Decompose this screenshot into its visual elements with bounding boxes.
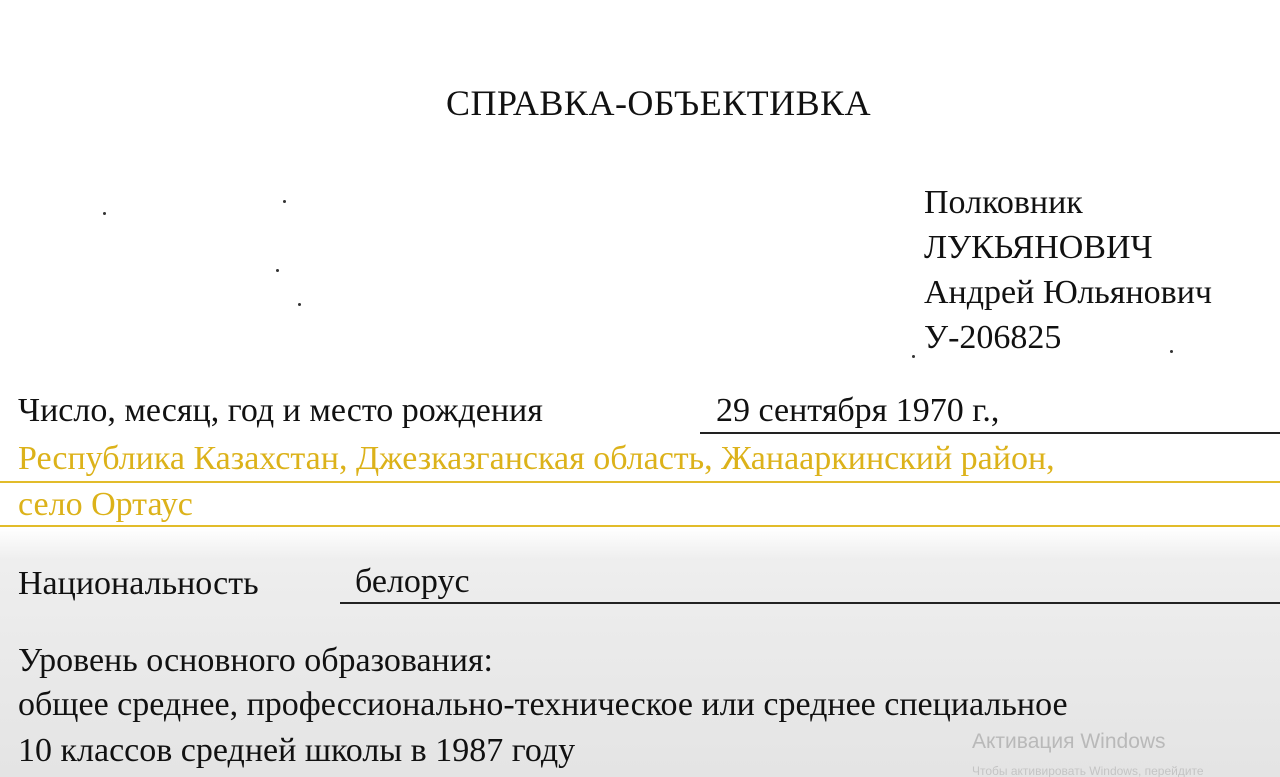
person-code: У-206825 — [924, 319, 1062, 356]
birth-place-line2: село Ортаус — [18, 486, 193, 523]
birth-place-underline1 — [0, 481, 1280, 483]
scan-speck — [276, 269, 279, 272]
nationality-label: Национальность — [18, 565, 259, 602]
person-info-block — [924, 180, 1212, 360]
birth-date-underline — [700, 432, 1280, 434]
birth-place-underline2 — [0, 525, 1280, 527]
person-rank: Полковник — [924, 184, 1083, 221]
nationality-underline — [340, 602, 1280, 604]
document-title: СПРАВКА-ОБЪЕКТИВКА — [446, 83, 872, 123]
scan-speck — [912, 355, 915, 358]
scan-speck — [103, 212, 106, 215]
person-name-patronymic: Андрей Юльянович — [924, 274, 1212, 311]
education-label: Уровень основного образования: — [18, 642, 494, 679]
education-options: общее среднее, профессионально-техническое или среднее специальное — [18, 686, 1068, 723]
scan-speck — [1170, 350, 1173, 353]
windows-activation-watermark: Активация Windows — [972, 730, 1166, 753]
nationality-value: белорус — [355, 563, 470, 600]
birth-date: 29 сентября 1970 г., — [716, 392, 1000, 429]
birth-label: Число, месяц, год и место рождения — [18, 392, 543, 429]
windows-activation-subtext: Чтобы активировать Windows, перейдите — [972, 764, 1204, 777]
birth-place-line1: Республика Казахстан, Джезказганская область, Жанааркинский район, — [18, 440, 1055, 477]
scan-speck — [298, 303, 301, 306]
education-value: 10 классов средней школы в 1987 году — [18, 732, 576, 769]
person-surname: ЛУКЬЯНОВИЧ — [924, 229, 1153, 266]
scan-speck — [283, 200, 286, 203]
